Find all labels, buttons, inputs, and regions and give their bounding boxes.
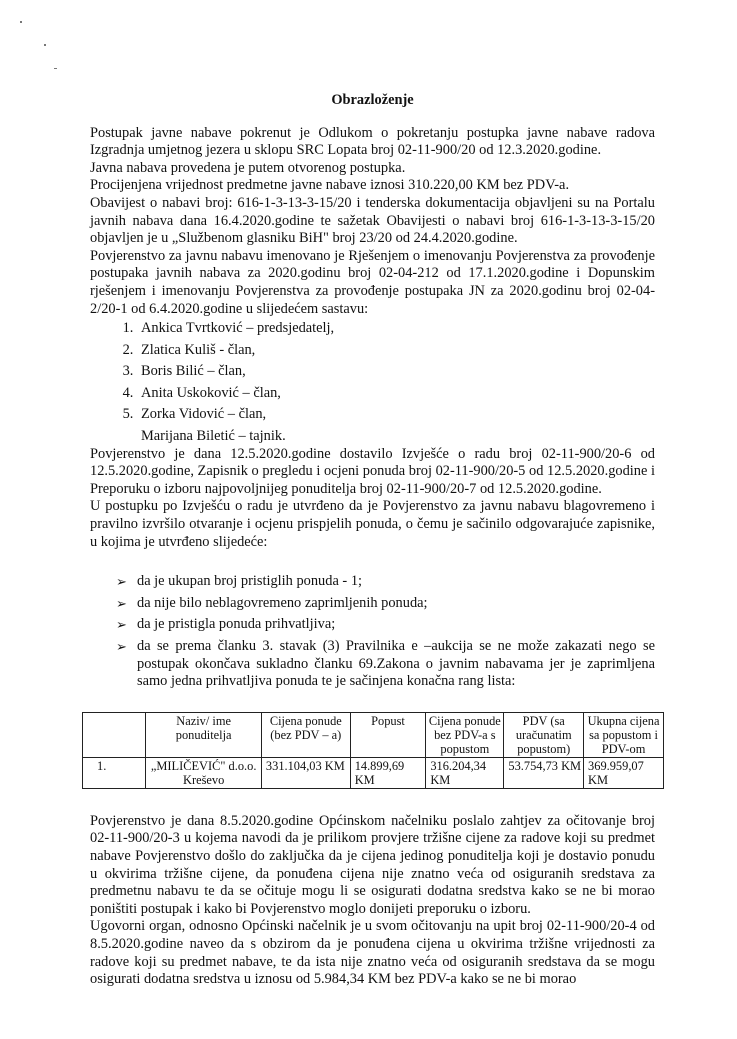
table-cell-bidder: „MILIČEVIĆ" d.o.o. Kreševo bbox=[146, 757, 262, 788]
scan-speck bbox=[54, 68, 57, 69]
table-header-cell: Popust bbox=[350, 712, 426, 757]
arrow-bullet-icon: ➢ bbox=[116, 595, 127, 611]
document-page bbox=[90, 92, 660, 989]
arrow-bullet-icon: ➢ bbox=[116, 638, 127, 654]
intro-section bbox=[90, 125, 655, 319]
paragraph-estimated-value: Procijenjena vrijednost predmetne javne nabave iznosi 310.220,00 KM bez PDV-a. bbox=[90, 177, 570, 194]
table-header-row bbox=[83, 712, 664, 757]
table-row bbox=[83, 757, 664, 788]
list-item: ➢ da je ukupan broj pristiglih ponuda - 1; bbox=[116, 573, 363, 590]
list-item: ➢ da je pristigla ponuda prihvatljiva; bbox=[116, 616, 336, 633]
arrow-bullet-icon: ➢ bbox=[116, 617, 127, 633]
table-cell-rank: 1. bbox=[83, 757, 146, 788]
table-header-cell: PDV (sa uračunatim popustom) bbox=[504, 712, 584, 757]
table-cell-total: 369.959,07 KM bbox=[584, 757, 664, 788]
document-title: Obrazloženje bbox=[331, 92, 414, 108]
table-cell-discount: 14.899,69 KM bbox=[350, 757, 426, 788]
paragraph-procedure-type: Javna nabava provedena je putem otvorenog postupka. bbox=[90, 159, 406, 176]
list-item: ➢ da se prema članku 3. stavak (3) Pravilnika e –aukcija se ne može zakazati nego se postupak okončava sukladno članku 69.Zakona o javnim nabavama jer je zaprimljena samo jedna prihvatljiva ponuda te je sačinjena konačna rang lista: bbox=[116, 637, 655, 690]
scan-speck bbox=[44, 44, 46, 46]
table-header-cell: Naziv/ ime ponuditelja bbox=[146, 712, 262, 757]
paragraph-report: Povjerenstvo je dana 12.5.2020.godine dostavilo Izvješće o radu broj 02-11-900/20-6 od 12.5.2020.godine, Zapisnik o pregledu i ocjeni ponuda broj 02-11-900/20-5 od 12.5.2020.godine i Preporuku o izboru najpovoljnijeg ponuditelja broj 02-11-900/20-7 od 12.5.2020.godine. bbox=[90, 445, 655, 497]
commission-secretary: Marijana Biletić – tajnik. bbox=[141, 427, 286, 444]
table-header-cell: Cijena ponude bez PDV-a s popustom bbox=[426, 712, 504, 757]
paragraph-findings-intro: U postupku po Izvješću o radu je utvrđeno da je Povjerenstvo za javnu nabavu blagovremeno i pravilno izvršilo otvaranje i ocjenu prispjelih ponuda, o čemu je sačinilo odgovarajuće zapisnike, u kojima je utvrđeno slijedeće: bbox=[90, 498, 655, 550]
list-item: ➢ da nije bilo neblagovremeno zaprimljenih ponuda; bbox=[116, 594, 428, 611]
paragraph-decision: Postupak javne nabave pokrenut je Odlukom o pokretanju postupka javne nabave radova Izgradnja umjetnog jezera u sklopu SRC Lopata broj 02-11-900/20 od 12.3.2020.godine. bbox=[90, 124, 655, 159]
list-item: 5. Zorka Vidović – član, bbox=[137, 404, 655, 426]
commission-members-list bbox=[90, 318, 655, 426]
offers-ranking-table bbox=[82, 712, 664, 789]
table-header-cell: Cijena ponude (bez PDV – a) bbox=[261, 712, 350, 757]
list-item: 3. Boris Bilić – član, bbox=[137, 361, 655, 383]
table-cell-vat: 53.754,73 KM bbox=[504, 757, 584, 788]
paragraph-commission: Povjerenstvo za javnu nabavu imenovano je Rješenjem o imenovanju Povjerenstva za provođenje postupaka javnih nabava za 2020.godinu broj 02-04-212 od 17.1.2020.godine i Dopunskim rješenjem i imenovanju Povjerenstva za provođenje postupaka JN za 2020.godinu broj 02-04-2/20-1 od 6.4.2020.godine u slijedećem sastavu: bbox=[90, 247, 655, 317]
paragraph-notice: Obavijest o nabavi broj: 616-1-3-13-3-15/20 i tenderska dokumentacija objavljeni su na Portalu javnih nabava dana 16.4.2020.godine te sažetak Obavijesti o nabavi broj 616-1-3-13-3-15/20 objavljen je u „Službenom glasniku BiH" broj 23/20 od 24.4.2020.godine. bbox=[90, 194, 655, 247]
list-item: 1. Ankica Tvrtković – predsjedatelj, bbox=[137, 318, 655, 340]
findings-list bbox=[90, 573, 655, 691]
table-header-cell: Ukupna cijena sa popustom i PDV-om bbox=[584, 712, 664, 757]
paragraph-clarification-request: Povjerenstvo je dana 8.5.2020.godine Općinskom načelniku poslalo zahtjev za očitovanje broj 02-11-900/20-3 u kojema navodi da je prilikom provjere tržišne cijene za radove koji su predmet nabave Povjerenstvo došlo do zaključka da je cijena jedinog ponuditelja koji je dostavio ponudu u okvirima tržišne cijene, da ponuđena cijena nije znatno veća od osiguranih sredstava za predmetnu nabavu te da se očituje mogu li se osigurati dodatna sredstva kako se ne bi morao poništiti postupak i kako bi Povjerenstvo moglo donijeti preporuku o izboru. bbox=[90, 812, 655, 917]
paragraph-clarification-response: Ugovorni organ, odnosno Općinski načelnik je u svom očitovanju na upit broj 02-11-900/20-4 od 8.5.2020.godine naveo da s obzirom da je ponuđena cijena u okvirima tržišne vrijednosti za radove koji su predmet nabave, te da ista nije znatno veća od osiguranih sredstava da se mogu osigurati dodatna sredstva u iznosu od 5.984,34 KM bez PDV-a kako se ne bi morao bbox=[90, 918, 655, 988]
scan-speck bbox=[20, 21, 22, 23]
list-item: 2. Zlatica Kuliš - član, bbox=[137, 340, 655, 362]
arrow-bullet-icon: ➢ bbox=[116, 574, 127, 590]
table-header-cell bbox=[83, 712, 146, 757]
table-cell-discounted-price: 316.204,34 KM bbox=[426, 757, 504, 788]
table-cell-price: 331.104,03 KM bbox=[261, 757, 350, 788]
list-item: 4. Anita Uskoković – član, bbox=[137, 383, 655, 405]
